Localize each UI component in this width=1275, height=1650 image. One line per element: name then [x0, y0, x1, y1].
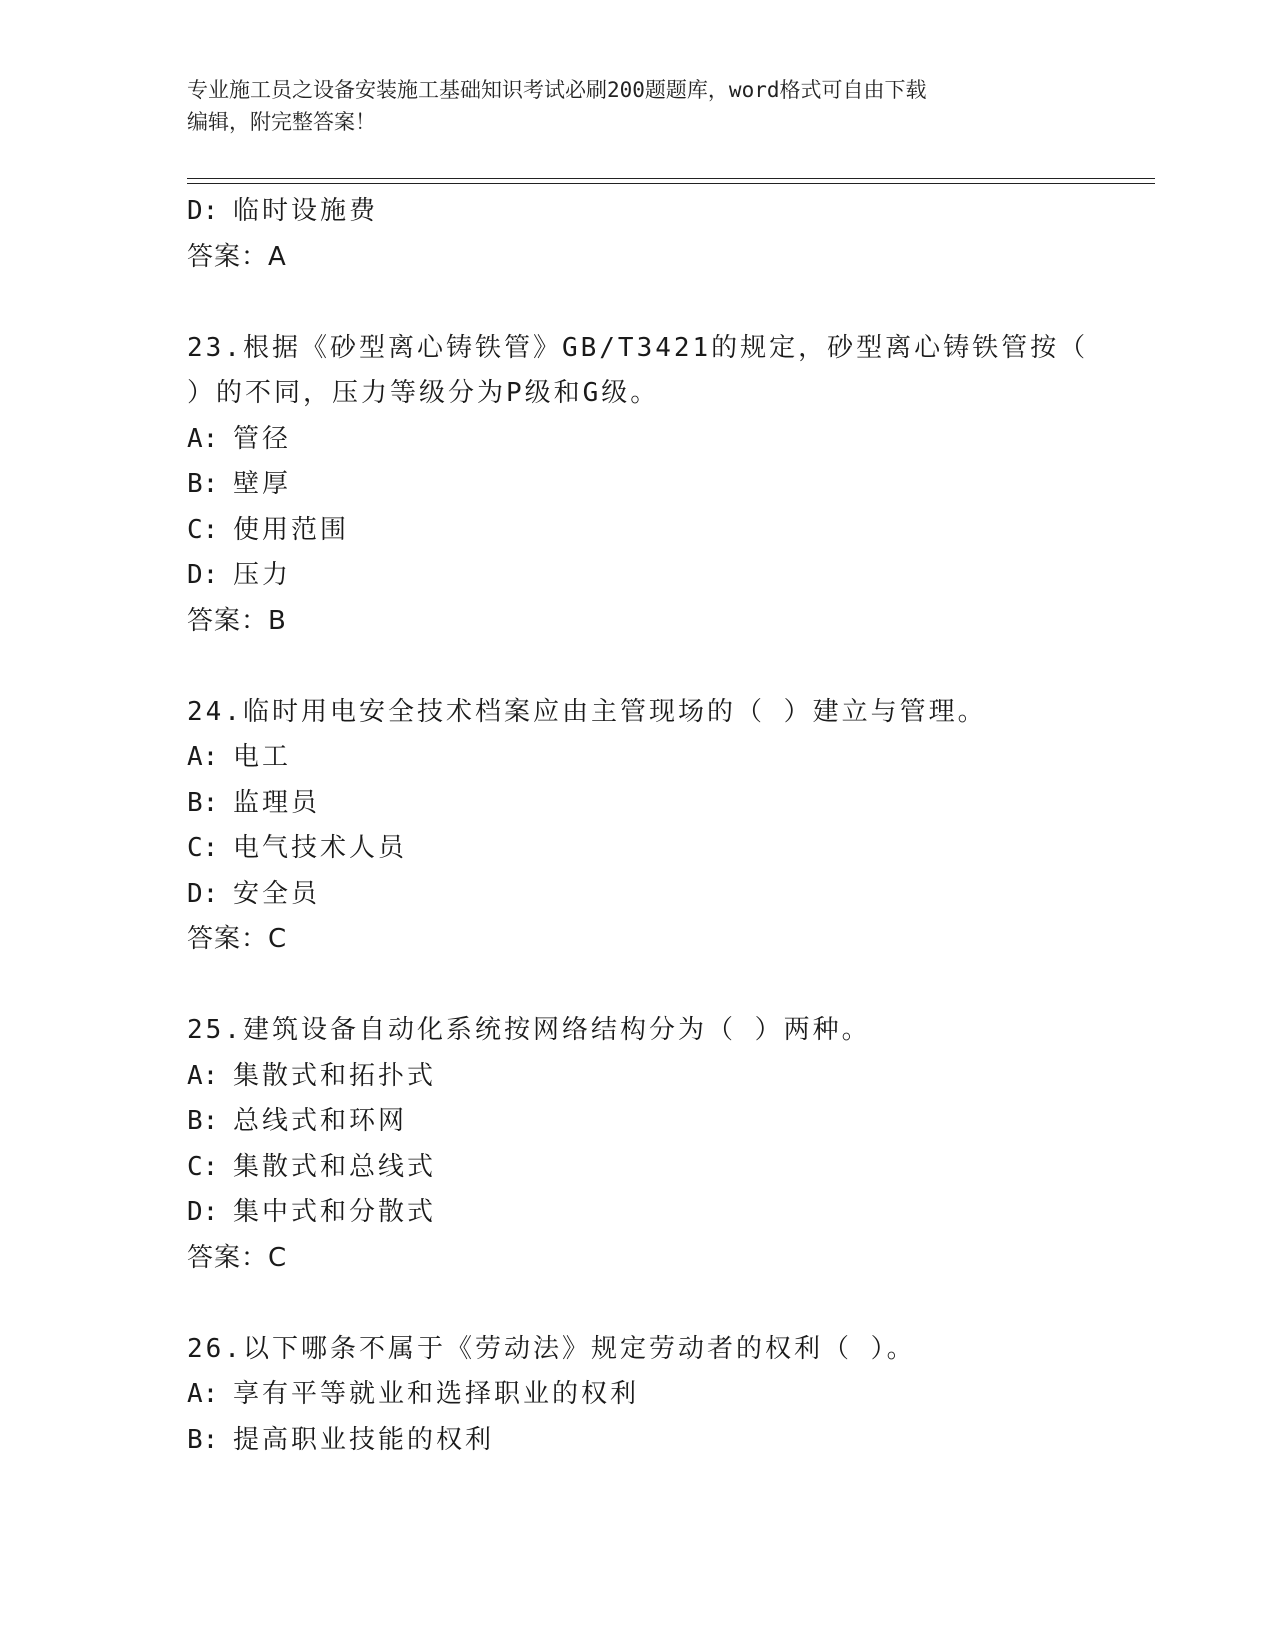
option-b [187, 1099, 1147, 1145]
option-text: 压力 [233, 560, 292, 590]
option-letter: D: [187, 878, 219, 909]
option-letter: A: [187, 423, 219, 454]
question-25-stem: 25.建筑设备自动化系统按网络结构分为（ ）两种。 [187, 1015, 871, 1045]
header-title-line-1: 专业施工员之设备安装施工基础知识考试必刷200题题库，word格式可自由下载 [187, 78, 927, 102]
option-text: 总线式和环网 [233, 1106, 408, 1136]
option-letter: A: [187, 1379, 219, 1409]
document-header [187, 74, 1067, 138]
option-c [187, 1145, 1147, 1191]
spacer [187, 644, 1147, 690]
option-letter: B: [187, 469, 219, 499]
option-letter: B: [187, 1424, 219, 1455]
option-letter: B: [187, 1106, 219, 1136]
option-c [187, 508, 1147, 554]
option-b [187, 1418, 1147, 1464]
option-text: 安全员 [233, 878, 321, 909]
question-24-stem: 24.临时用电安全技术档案应由主管现场的（ ）建立与管理。 [187, 696, 987, 727]
option-letter: C: [187, 833, 219, 863]
option-d [187, 1190, 1147, 1236]
option-letter: D: [187, 560, 219, 590]
option-text: 提高职业技能的权利 [233, 1424, 495, 1455]
option-text: 壁厚 [233, 469, 292, 499]
option-letter: C: [187, 1151, 219, 1182]
answer-line: 答案：B [187, 605, 287, 636]
question-23-stem-line-2: ）的不同，压力等级分为P级和G级。 [187, 378, 660, 408]
option-text: 享有平等就业和选择职业的权利 [233, 1379, 640, 1409]
option-text: 使用范围 [233, 514, 350, 545]
option-text: 管径 [233, 423, 292, 454]
option-a [187, 735, 1147, 781]
option-c [187, 826, 1147, 872]
option-b [187, 462, 1147, 508]
answer-line: 答案：C [187, 1242, 288, 1273]
option-letter: B: [187, 787, 219, 818]
question-23-stem-line-1: 23.根据《砂型离心铸铁管》GB/T3421的规定，砂型离心铸铁管按（ [187, 332, 1089, 363]
option-d [187, 872, 1147, 918]
question-content [187, 189, 1147, 1463]
option-letter: A: [187, 742, 219, 772]
option-letter: C: [187, 514, 219, 545]
option-text: 集中式和分散式 [233, 1197, 437, 1227]
option-d [187, 189, 1147, 235]
spacer [187, 963, 1147, 1009]
option-a [187, 1054, 1147, 1100]
option-text: 电气技术人员 [233, 833, 408, 863]
option-letter: D: [187, 1197, 219, 1227]
option-a [187, 1372, 1147, 1418]
option-text: 临时设施费 [233, 196, 379, 226]
option-text: 电工 [233, 742, 292, 772]
spacer [187, 280, 1147, 326]
question-26-stem: 26.以下哪条不属于《劳动法》规定劳动者的权利（ ）。 [187, 1333, 916, 1364]
spacer [187, 1281, 1147, 1327]
option-a [187, 417, 1147, 463]
option-b [187, 781, 1147, 827]
option-d [187, 553, 1147, 599]
option-text: 监理员 [233, 787, 321, 818]
header-rule-top [187, 178, 1155, 179]
option-letter: A: [187, 1060, 219, 1091]
header-rule-bottom [187, 183, 1155, 184]
option-text: 集散式和拓扑式 [233, 1060, 437, 1091]
header-title-line-2: 编辑，附完整答案！ [187, 110, 376, 134]
answer-line: 答案：A [187, 241, 287, 272]
option-text: 集散式和总线式 [233, 1151, 437, 1182]
answer-line: 答案：C [187, 924, 288, 954]
option-letter: D: [187, 196, 219, 226]
